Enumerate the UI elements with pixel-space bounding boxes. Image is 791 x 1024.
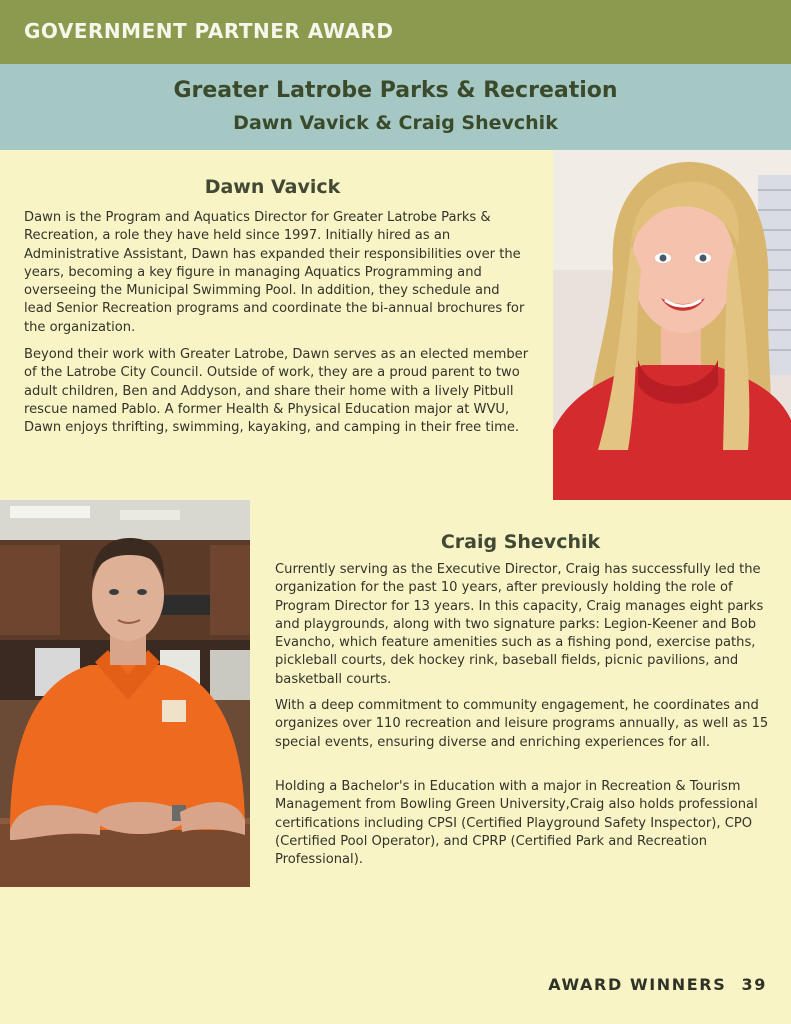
- craig-portrait-photo: [0, 500, 250, 887]
- craig-paragraph-3: Holding a Bachelor's in Education with a major in Recreation & Tourism Management from Bowling Green University,Craig also holds professional certifications including CPSI (Certified Playground Safety Inspector), CPO (Certified Pool Operator), and CPRP (Certified Park and Recreation Professional).: [275, 779, 758, 868]
- footer-section-label: AWARD WINNERS: [548, 975, 727, 994]
- dawn-paragraph-2: Beyond their work with Greater Latrobe, Dawn serves as an elected member of the Latrobe City Council. Outside of work, they are a proud parent to two adult children, Ben and Addyson, and share their home with a lively Pitbull rescue named Pablo. A former Health & Physical Education major at WVU, Dawn enjoys thrifting, swimming, kayaking, and camping in their free time.: [24, 347, 529, 436]
- craig-paragraph-1: Currently serving as the Executive Director, Craig has successfully led the organization for the past 10 years, after previously holding the role of Program Director for 13 years. In this capacity, Craig manages eight parks and playgrounds, along with two signature parks: Legion-Keener and Bob Evancho, which feature amenities such as a fishing pond, exercise paths, pickleball courts, dek hockey rink, baseball fields, picnic pavilions, and basketball courts.: [275, 562, 764, 687]
- dawn-paragraph-1: Dawn is the Program and Aquatics Director for Greater Latrobe Parks & Recreation, a role they have held since 1997. Initially hired as an Administrative Assistant, Dawn has expanded their responsibilities over the years, becoming a key figure in managing Aquatics Programming and overseeing the Municipal Swimming Pool. In addition, they schedule and lead Senior Recreation programs and coordinate the bi-annual brochures for the organization.: [24, 210, 525, 335]
- dawn-portrait-photo: [553, 150, 791, 500]
- page-number: 39: [741, 975, 767, 994]
- award-category-banner: [0, 0, 791, 64]
- organization-banner: [0, 64, 791, 150]
- organization-name: Greater Latrobe Parks & Recreation: [173, 78, 618, 103]
- craig-heading: Craig Shevchik: [440, 531, 601, 553]
- craig-paragraph-2: With a deep commitment to community engagement, he coordinates and organizes over 110 recreation and leisure programs annually, as well as 15 special events, ensuring diverse and enriching experiences for all.: [275, 698, 769, 750]
- award-title: GOVERNMENT PARTNER AWARD: [24, 19, 394, 43]
- page-footer: [548, 975, 767, 994]
- dawn-heading: Dawn Vavick: [204, 176, 341, 198]
- honoree-names: Dawn Vavick & Craig Shevchik: [233, 112, 558, 134]
